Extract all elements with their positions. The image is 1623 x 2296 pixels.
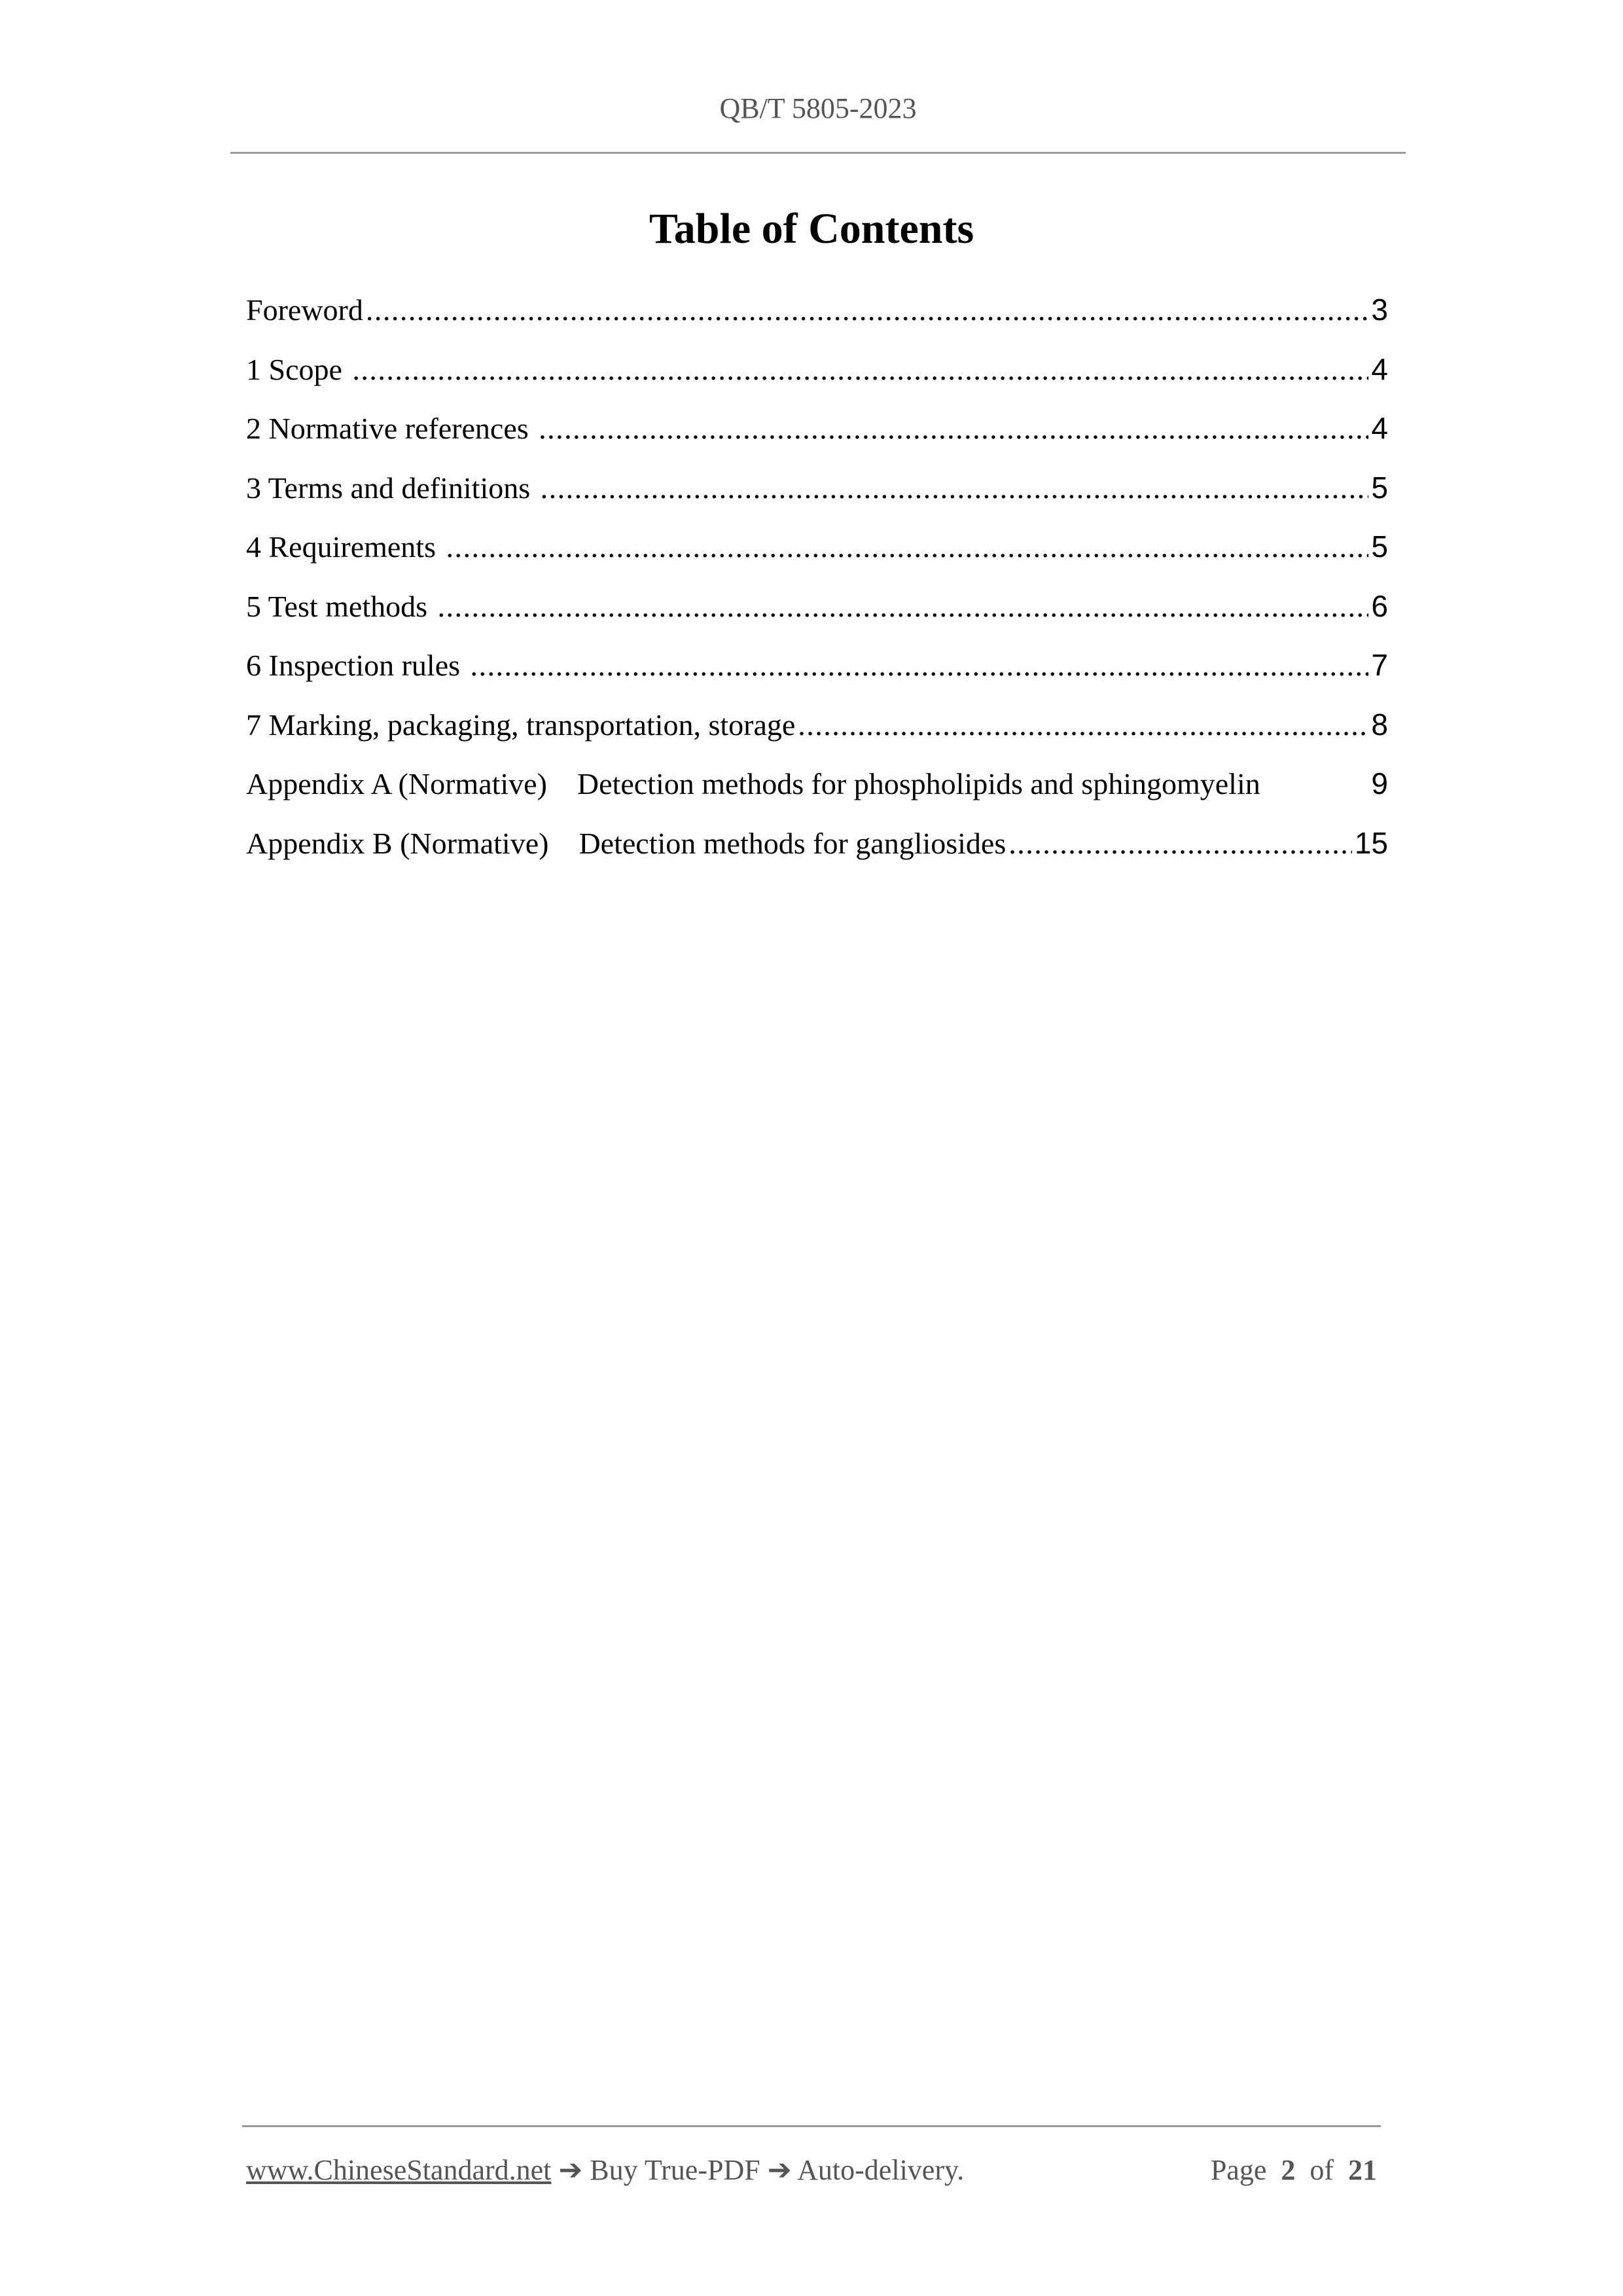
toc-label: 3 Terms and definitions xyxy=(246,471,538,505)
toc-leader-dots xyxy=(438,589,1369,624)
toc-label: 6 Inspection rules xyxy=(246,649,468,682)
of-word: of xyxy=(1310,2154,1334,2186)
toc-entry-scope[interactable] xyxy=(246,351,1388,411)
auto-delivery-text: Auto-delivery. xyxy=(797,2154,965,2186)
toc-label: 4 Requirements xyxy=(246,530,444,564)
toc-entry-appendix-a[interactable] xyxy=(246,766,1388,825)
website-link[interactable]: www.ChineseStandard.net xyxy=(246,2154,552,2186)
total-pages: 21 xyxy=(1348,2154,1377,2186)
toc-entry-terms-definitions[interactable] xyxy=(246,470,1388,529)
footer-divider xyxy=(242,2125,1381,2127)
toc-label: Foreword xyxy=(246,293,363,327)
toc-leader-dots xyxy=(798,708,1368,742)
toc-page-number: 8 xyxy=(1371,707,1388,742)
toc-entry-test-methods[interactable] xyxy=(246,588,1388,648)
table-of-contents xyxy=(246,292,1388,884)
toc-page-number: 9 xyxy=(1371,766,1388,800)
header-divider xyxy=(230,152,1406,154)
toc-page-number: 3 xyxy=(1371,293,1388,327)
toc-page-number: 4 xyxy=(1371,411,1388,445)
toc-page-number: 6 xyxy=(1371,588,1388,623)
toc-label: 7 Marking, packaging, transportation, storage xyxy=(246,708,796,742)
toc-entry-foreword[interactable] xyxy=(246,292,1388,351)
toc-label: 5 Test methods xyxy=(246,589,435,623)
page-footer xyxy=(246,2153,1377,2187)
toc-entry-marking-packaging[interactable] xyxy=(246,707,1388,766)
toc-leader-dots xyxy=(471,648,1369,683)
toc-label: 2 Normative references xyxy=(246,412,537,445)
toc-entry-inspection-rules[interactable] xyxy=(246,647,1388,707)
toc-label: Appendix A (Normative) Detection methods for phospholipids and sphingomyelin xyxy=(246,767,1260,800)
toc-page-number: 5 xyxy=(1371,529,1388,564)
toc-page-number: 7 xyxy=(1371,648,1388,682)
toc-label: 1 Scope xyxy=(246,352,350,386)
toc-label: Appendix B (Normative) Detection methods for gangliosides xyxy=(246,826,1007,860)
toc-page-number: 15 xyxy=(1354,825,1388,860)
toc-entry-requirements[interactable] xyxy=(246,529,1388,588)
toc-page-number: 4 xyxy=(1371,351,1388,386)
toc-leader-dots xyxy=(539,411,1368,446)
toc-entry-normative-references[interactable] xyxy=(246,410,1388,470)
running-header: QB/T 5805-2023 xyxy=(719,92,917,124)
toc-leader-dots xyxy=(446,529,1369,564)
buy-text: Buy True-PDF xyxy=(590,2154,760,2186)
footer-promo xyxy=(246,2153,964,2187)
arrow-right-icon: ➔ xyxy=(767,2154,792,2186)
toc-entry-appendix-b[interactable] xyxy=(246,825,1388,885)
current-page: 2 xyxy=(1281,2154,1296,2186)
toc-leader-dots xyxy=(1008,826,1352,861)
page-indicator xyxy=(1211,2153,1377,2187)
toc-leader-dots xyxy=(366,293,1369,327)
page-title: Table of Contents xyxy=(649,205,974,253)
toc-leader-dots xyxy=(352,352,1368,387)
page-word: Page xyxy=(1210,2154,1267,2186)
toc-leader-dots xyxy=(541,471,1369,505)
arrow-right-icon: ➔ xyxy=(558,2154,583,2186)
toc-page-number: 5 xyxy=(1371,470,1388,505)
